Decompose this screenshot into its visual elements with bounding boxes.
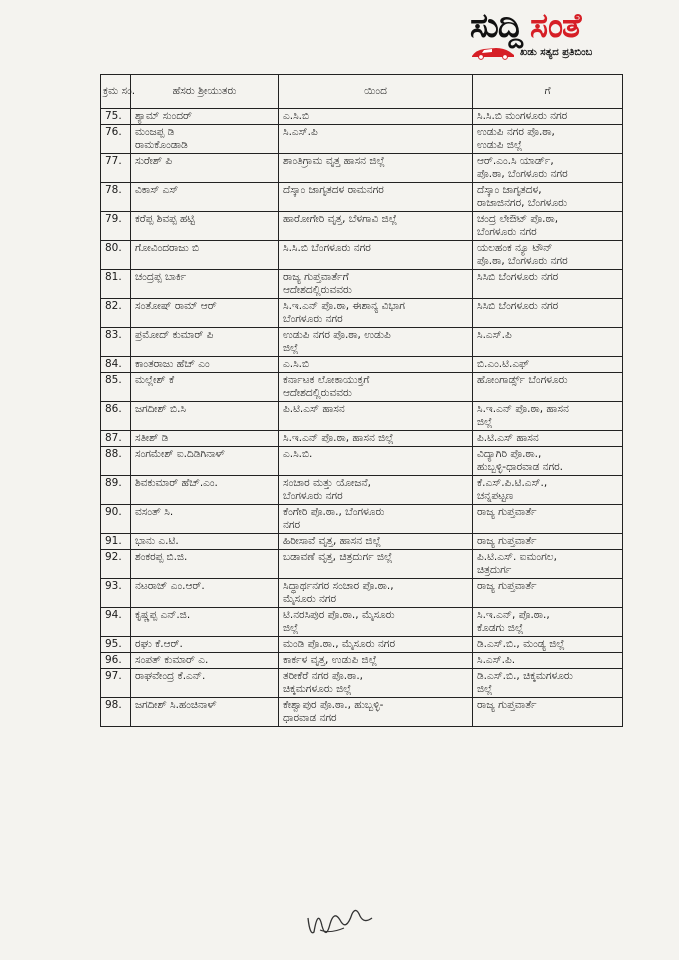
cell-to-line: ಪೊ.ಠಾ, ಬೆಂಗಳೂರು ನಗರ [477,168,568,180]
cell-name-line: ಮಲ್ಲೇಶ್ ಕೆ [135,374,175,386]
cell-name-line: ಸಂಗಮೇಶ್ ಐ.ದಿಡಿಗಿನಾಳ್ [135,448,225,460]
cell-from [279,154,473,183]
cell-from-line: ಹಿರೀಸಾವೆ ವೃತ್ತ, ಹಾಸನ ಜಿಲ್ಲೆ [283,535,381,547]
cell-serial: 86. [101,402,131,431]
cell-name-line: ಸಂತೋಷ್ ರಾಮ್ ಆರ್ [135,300,217,312]
cell-from-line: ಧಾರವಾಡ ನಗರ [283,712,337,724]
cell-to [473,154,623,183]
cell-to-line: ಡಿ.ಎಸ್.ಬಿ., ಮಂಡ್ಯ ಜಿಲ್ಲೆ [477,638,565,650]
cell-to [473,299,623,328]
cell-name-line: ಕರೆಪ್ಪ ಶಿವಪ್ಪ ಹಟ್ಟಿ [135,213,195,225]
cell-name-line: ಸಂಪತ್ ಕುಮಾರ್ ಎ. [135,654,209,666]
cell-from-line: ಚಿಕ್ಕಮಗಳೂರು ಜಿಲ್ಲೆ [283,683,352,695]
table-row [101,698,623,727]
cell-name-line: ಶಂಕರಪ್ಪ ಬಿ.ಜಿ. [135,551,188,563]
cell-from-line: ಮಂಡಿ ಪೊ.ಠಾ., ಮೈಸೂರು ನಗರ [283,638,396,650]
cell-to [473,212,623,241]
cell-from [279,357,473,373]
cell-to [473,550,623,579]
cell-serial: 77. [101,154,131,183]
table-row [101,447,623,476]
cell-name [131,637,279,653]
cell-to-line: ಬಿ.ಎಂ.ಟಿ.ಎಫ್ [477,358,530,370]
cell-from-line: ಟಿ.ನರಸಿಪುರ ಪೊ.ಠಾ., ಮೈಸೂರು [283,609,395,621]
cell-name-line: ಕಾಂತರಾಜು ಹೆಚ್ ಎಂ [135,358,210,370]
cell-name-line: ಗೋವಿಂದರಾಜು ಬಿ [135,242,200,254]
cell-serial: 78. [101,183,131,212]
cell-name [131,109,279,125]
cell-from-line: ಹಾರೋಗೇರಿ ವೃತ್ತ, ಬೆಳಗಾವಿ ಜಿಲ್ಲೆ [283,213,398,225]
header-name: ಹೆಸರು ಶ್ರೀಯುತರು [131,75,279,109]
cell-to-line: ರಾಜ್ಯ ಗುಪ್ತವಾರ್ತೆ [477,506,537,518]
cell-to [473,698,623,727]
table-row [101,505,623,534]
cell-from-line: ಶಾಂತಿಗ್ರಾಮ ವೃತ್ತ ಹಾಸನ ಜಿಲ್ಲೆ [283,155,385,167]
cell-to-line: ಚಂದ್ರ ಲೇಔಟ್ ಪೊ.ಠಾ, [477,213,559,225]
header-from: ಯಿಂದ [279,75,473,109]
cell-to [473,431,623,447]
cell-from [279,109,473,125]
cell-to-line: ಜಿಲ್ಲೆ [477,416,493,428]
cell-from-line: ಆದೇಶದಲ್ಲಿರುವವರು [283,387,352,399]
cell-to-line: ಸಿ.ಎಸ್.ಪಿ. [477,654,516,666]
cell-from-line: ತರೀಕೆರೆ ನಗರ ಪೊ.ಠಾ., [283,670,364,682]
cell-from-line: ಜಿಲ್ಲೆ [283,342,299,354]
table-row [101,328,623,357]
cell-to-line: ಉಡುಪಿ ಜಿಲ್ಲೆ [477,139,523,151]
cell-to [473,505,623,534]
cell-to-line: ಆರ್.ಎಂ.ಸಿ ಯಾರ್ಡ್, [477,155,554,167]
cell-name [131,402,279,431]
car-icon [470,44,516,60]
cell-name [131,154,279,183]
cell-name-line: ಚಂದ್ರಪ್ಪ ಬಾರ್ಕಿ [135,271,187,283]
cell-name [131,476,279,505]
table-row [101,431,623,447]
cell-from-line: ಕರ್ನಾಟಕ ಲೋಕಾಯುಕ್ತಗೆ [283,374,370,386]
cell-to-line: ಹುಬ್ಬಳ್ಳಿ-ಧಾರವಾಡ ನಗರ. [477,461,564,473]
cell-from [279,183,473,212]
logo-tagline: ಖಡು ಸತ್ಯದ ಪ್ರತಿಬಿಂಬ [520,46,593,58]
cell-from [279,299,473,328]
cell-name [131,669,279,698]
table-row [101,109,623,125]
cell-name [131,534,279,550]
cell-to-line: ಪಿ.ಟಿ.ಎಸ್ ಹಾಸನ [477,432,539,444]
cell-name-line: ರಾಘವೇಂದ್ರ ಕೆ.ಎನ್. [135,670,206,682]
cell-name-line: ಸತೀಶ್ ಡಿ [135,432,169,444]
site-logo [470,6,675,68]
cell-serial: 94. [101,608,131,637]
cell-from [279,270,473,299]
cell-to-line: ರಾಜ್ಯ ಗುಪ್ತವಾರ್ತೆ [477,535,537,547]
cell-to-line: ಸಿ.ಸಿ.ಬಿ ಮಂಗಳೂರು ನಗರ [477,110,568,122]
table-row [101,212,623,241]
cell-to-line: ಸಿ.ಎಸ್.ಪಿ [477,329,512,341]
cell-name [131,608,279,637]
cell-name [131,550,279,579]
cell-from-line: ಜಿಲ್ಲೆ [283,622,299,634]
cell-from-line: ಬಡಾವಣೆ ವೃತ್ತ, ಚಿತ್ರದುರ್ಗ ಜಿಲ್ಲೆ [283,551,393,563]
cell-from [279,447,473,476]
cell-to-line: ಜಿಲ್ಲೆ [477,683,493,695]
table-row [101,476,623,505]
cell-serial: 81. [101,270,131,299]
logo-word-1: ಸುದ್ದಿ [470,6,522,46]
cell-name [131,447,279,476]
cell-name-line: ಮಂಜಪ್ಪ ಡಿ [135,126,175,138]
table-header-row [101,75,623,109]
cell-to [473,183,623,212]
cell-name-line: ಭಾನು ಎ.ಟಿ. [135,535,179,547]
cell-serial: 91. [101,534,131,550]
cell-from-line: ಎ.ಸಿ.ಬಿ [283,110,310,122]
cell-from [279,698,473,727]
cell-from-line: ಎ.ಸಿ.ಬಿ. [283,448,313,460]
logo-subrow [470,44,675,60]
cell-to-line: ಚಿತ್ರದುರ್ಗ [477,564,512,576]
cell-name-line: ಜಗದೀಶ್ ಸಿ.ಹಂಚಿನಾಳ್ [135,699,217,711]
cell-to [473,608,623,637]
cell-to-line: ಸಿ.ಇ.ಎನ್ ಪೊ.ಠಾ, ಹಾಸನ [477,403,569,415]
cell-serial: 93. [101,579,131,608]
table-row [101,154,623,183]
cell-from-line: ಬೆಂಗಳೂರು ನಗರ [283,313,343,325]
cell-to-line: ಬೆಂಗಳೂರು ನಗರ [477,226,537,238]
cell-serial: 80. [101,241,131,270]
cell-to-line: ಯಲಹಂಕ ನ್ಯೂ ಟೌನ್ [477,242,553,254]
cell-from-line: ಮೈಸೂರು ನಗರ [283,593,337,605]
cell-name-line: ನಟರಾಜ್ ಎಂ.ಆರ್. [135,580,205,592]
cell-name-line: ಶಿವಕುಮಾರ್ ಹೆಚ್.ಎಂ. [135,477,218,489]
cell-name-line: ಕೃಷ್ಣಪ್ಪ ಎನ್.ಜಿ. [135,609,191,621]
cell-serial: 79. [101,212,131,241]
cell-name [131,299,279,328]
cell-from [279,505,473,534]
cell-name [131,579,279,608]
table-row [101,357,623,373]
cell-from-line: ಸಿ.ಎಸ್.ಪಿ [283,126,318,138]
table-row [101,669,623,698]
cell-from-line: ಕೆಂಗೇರಿ ಪೊ.ಠಾ., ಬೆಂಗಳೂರು [283,506,385,518]
cell-to [473,373,623,402]
cell-to [473,109,623,125]
cell-to-line: ಪೊ.ಠಾ, ಬೆಂಗಳೂರು ನಗರ [477,255,568,267]
cell-from-line: ರಾಜ್ಯ ಗುಪ್ತವಾರ್ತೆಗೆ [283,271,349,283]
cell-from [279,431,473,447]
cell-name [131,698,279,727]
table-row [101,608,623,637]
cell-serial: 97. [101,669,131,698]
table-row [101,534,623,550]
cell-name-line: ವಿಕಾಸ್ ಎಸ್ [135,184,179,196]
cell-serial: 88. [101,447,131,476]
table-row [101,402,623,431]
cell-from-line: ಕೇಶ್ವಾಪುರ ಪೊ.ಠಾ., ಹುಬ್ಬಳ್ಳಿ- [283,699,384,711]
cell-to-line: ಸಿಸಿಬಿ ಬೆಂಗಳೂರು ನಗರ [477,300,559,312]
table-row [101,550,623,579]
cell-from [279,550,473,579]
cell-name-line: ರಾಮಕೊಂಡಾಡಿ [135,139,188,151]
table-body [101,109,623,727]
cell-from [279,402,473,431]
cell-to [473,579,623,608]
cell-serial: 76. [101,125,131,154]
cell-name [131,357,279,373]
cell-to-line: ಹೋಂಗಾರ್ಡ್ಸ್ ಬೆಂಗಳೂರು [477,374,568,386]
cell-name [131,505,279,534]
cell-to-line: ಸಿಸಿಬಿ ಬೆಂಗಳೂರು ನಗರ [477,271,559,283]
cell-to [473,402,623,431]
cell-serial: 96. [101,653,131,669]
cell-name-line: ಪ್ರಮೋದ್ ಕುಮಾರ್ ಪಿ [135,329,214,341]
cell-from [279,653,473,669]
cell-from-line: ಸಿದ್ಧಾರ್ಥನಗರ ಸಂಚಾರ ಪೊ.ಠಾ., [283,580,394,592]
cell-from-line: ಆದೇಶದಲ್ಲಿರುವವರು [283,284,352,296]
cell-from-line: ಸಿ.ಇ.ಎನ್ ಪೊ.ಠಾ, ಈಶಾನ್ಯ ವಿಭಾಗ [283,300,405,312]
cell-from-line: ಬೆಂಗಳೂರು ನಗರ [283,490,343,502]
cell-from [279,608,473,637]
cell-to [473,125,623,154]
cell-to-line: ಚನ್ನಪಟ್ಟಣ [477,490,514,502]
table-row [101,299,623,328]
cell-to [473,357,623,373]
cell-name-line: ಶ್ಯಾಮ್ ಸುಂದರ್ [135,110,192,122]
cell-serial: 75. [101,109,131,125]
cell-name [131,373,279,402]
header-to: ಗೆ [473,75,623,109]
cell-serial: 85. [101,373,131,402]
cell-name [131,212,279,241]
table-row [101,637,623,653]
cell-serial: 89. [101,476,131,505]
cell-serial: 98. [101,698,131,727]
table-row [101,270,623,299]
cell-from-line: ಸಿ.ಸಿ.ಬಿ ಬೆಂಗಳೂರು ನಗರ [283,242,371,254]
cell-to [473,476,623,505]
cell-serial: 83. [101,328,131,357]
cell-serial: 82. [101,299,131,328]
cell-from-line: ಸಂಚಾರ ಮತ್ತು ಯೋಜನೆ, [283,477,371,489]
cell-to-line: ಕೆ.ಎಸ್.ಪಿ.ಟಿ.ಎಸ್., [477,477,548,489]
cell-to [473,669,623,698]
cell-from [279,373,473,402]
header-serial: ಕ್ರಮ ಸಂ. [101,75,131,109]
cell-serial: 95. [101,637,131,653]
table-row [101,183,623,212]
cell-to-line: ಪಿ.ಟಿ.ಎಸ್. ಐಮಂಗಲ, [477,551,557,563]
transfer-table [100,74,623,727]
cell-from-line: ನಗರ [283,519,301,531]
cell-to [473,653,623,669]
table-row [101,373,623,402]
cell-to [473,637,623,653]
cell-name [131,653,279,669]
cell-to-line: ದೆಸ್ಕಾಂ ಜಾಗೃತದಳ, [477,184,542,196]
cell-serial: 92. [101,550,131,579]
cell-from-line: ಎ.ಸಿ.ಬಿ [283,358,310,370]
cell-to-line: ಕೊಡಗು ಜಿಲ್ಲೆ [477,622,524,634]
cell-name [131,431,279,447]
cell-to-line: ರಾಜಾಜಿನಗರ, ಬೆಂಗಳೂರು [477,197,568,209]
cell-name [131,328,279,357]
cell-name-line: ಜಗದೀಶ್ ಬಿ.ಸಿ [135,403,187,415]
cell-from [279,579,473,608]
cell-name [131,241,279,270]
cell-from-line: ಕಾರ್ಕಳ ವೃತ್ತ, ಉಡುಪಿ ಜಿಲ್ಲೆ [283,654,378,666]
table-row [101,579,623,608]
table-row [101,241,623,270]
cell-from [279,534,473,550]
cell-to-line: ರಾಜ್ಯ ಗುಪ್ತವಾರ್ತೆ [477,699,537,711]
cell-to [473,447,623,476]
cell-from-line: ಉಡುಪಿ ನಗರ ಪೊ.ಠಾ, ಉಡುಪಿ [283,329,391,341]
cell-from [279,241,473,270]
cell-from [279,125,473,154]
cell-to-line: ವಿದ್ಯಾಗಿರಿ ಪೊ.ಠಾ., [477,448,542,460]
cell-from [279,669,473,698]
cell-from [279,476,473,505]
cell-name-line: ರಘು ಕೆ.ಆರ್. [135,638,183,650]
cell-from [279,637,473,653]
cell-from-line: ಸಿ.ಇ.ಎನ್ ಪೊ.ಠಾ, ಹಾಸನ ಜಿಲ್ಲೆ [283,432,394,444]
cell-name [131,125,279,154]
cell-from [279,328,473,357]
cell-to-line: ಸಿ.ಇ.ಎನ್, ಪೊ.ಠಾ., [477,609,550,621]
cell-from [279,212,473,241]
table-row [101,125,623,154]
cell-serial: 84. [101,357,131,373]
table-row [101,653,623,669]
cell-serial: 87. [101,431,131,447]
cell-name-line: ವಸಂತ್ ಸಿ. [135,506,174,518]
cell-to-line: ರಾಜ್ಯ ಗುಪ್ತವಾರ್ತೆ [477,580,537,592]
cell-to-line: ಉಡುಪಿ ನಗರ ಪೊ.ಠಾ, [477,126,555,138]
cell-from-line: ದೆಸ್ಕಾಂ ಜಾಗೃತದಳ ರಾಮನಗರ [283,184,384,196]
signature [300,888,380,943]
cell-to [473,270,623,299]
cell-name-line: ಸುರೇಶ್ ಪಿ [135,155,173,167]
cell-to [473,534,623,550]
cell-from-line: ಪಿ.ಟಿ.ಎಸ್ ಹಾಸನ [283,403,345,415]
logo-title [470,6,675,46]
cell-to-line: ಡಿ.ಎಸ್.ಬಿ., ಚಿಕ್ಕಮಗಳೂರು [477,670,573,682]
logo-word-2: ಸಂತೆ [529,6,581,46]
cell-to [473,241,623,270]
cell-to [473,328,623,357]
cell-name [131,183,279,212]
cell-name [131,270,279,299]
cell-serial: 90. [101,505,131,534]
